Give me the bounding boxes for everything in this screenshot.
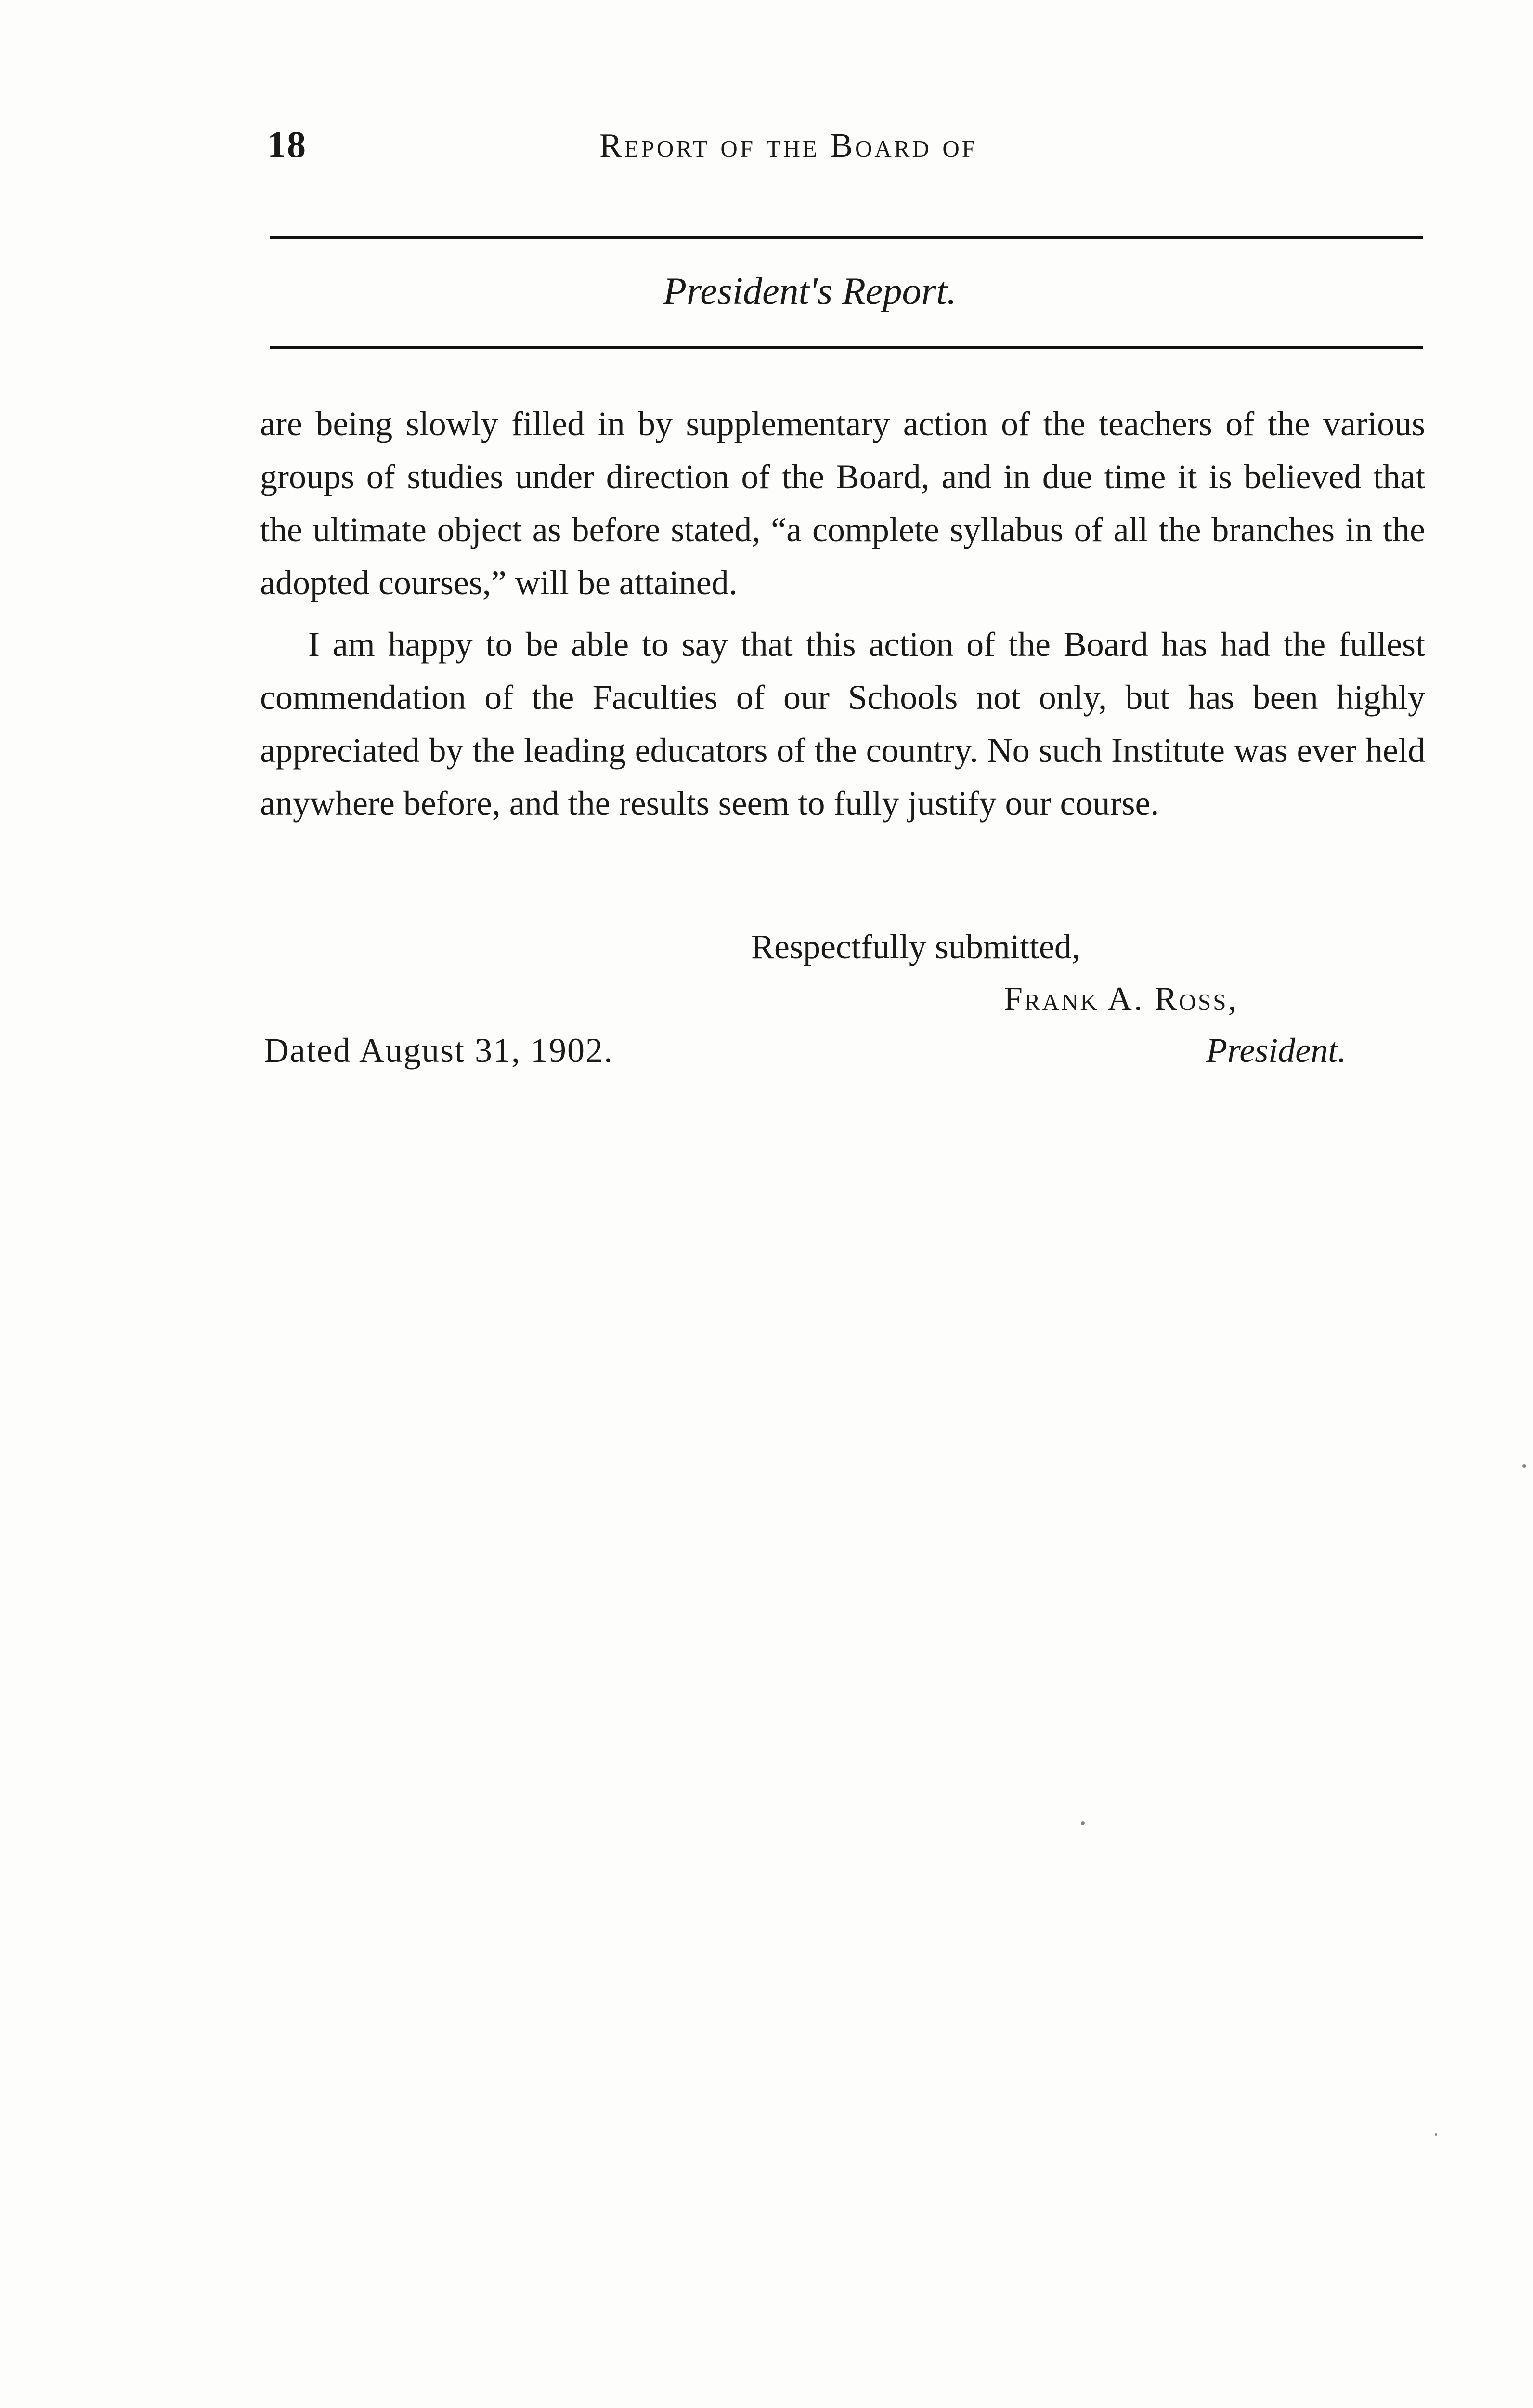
- running-header: [267, 123, 1423, 171]
- date-line: Dated August 31, 1902.: [264, 1031, 613, 1070]
- signer-title: President.: [1206, 1031, 1347, 1070]
- paragraph-continued: are being slowly filled in by supplementary action of the teachers of the various groups of studies under direction of the Board, and in due time it is believed that the ultimate object as before stated, “a complete syllabus of all the branches in the adopted courses,” will be attained.: [260, 405, 1425, 602]
- running-title: Report of the Board of: [599, 127, 977, 164]
- signer-name: Frank A. Ross,: [1004, 981, 1239, 1018]
- paragraph: I am happy to be able to say that this action of the Board has had the fullest commendation of the Faculties of our Schools not only, but has been highly appreciated by the leading educators of the country. No such Institute was ever held anywhere before, and the results seem to fully justify our course.: [260, 625, 1425, 823]
- print-speck: [1522, 1464, 1526, 1468]
- closing-line: Respectfully submitted,: [751, 928, 1080, 966]
- print-speck: [1081, 1821, 1085, 1825]
- section-title: President's Report.: [663, 270, 957, 313]
- body-text: [260, 397, 1425, 830]
- header-rule-bottom: [270, 346, 1423, 349]
- print-speck: [1435, 2133, 1437, 2136]
- page-number: 18: [267, 123, 307, 165]
- header-rule-top: [270, 236, 1423, 239]
